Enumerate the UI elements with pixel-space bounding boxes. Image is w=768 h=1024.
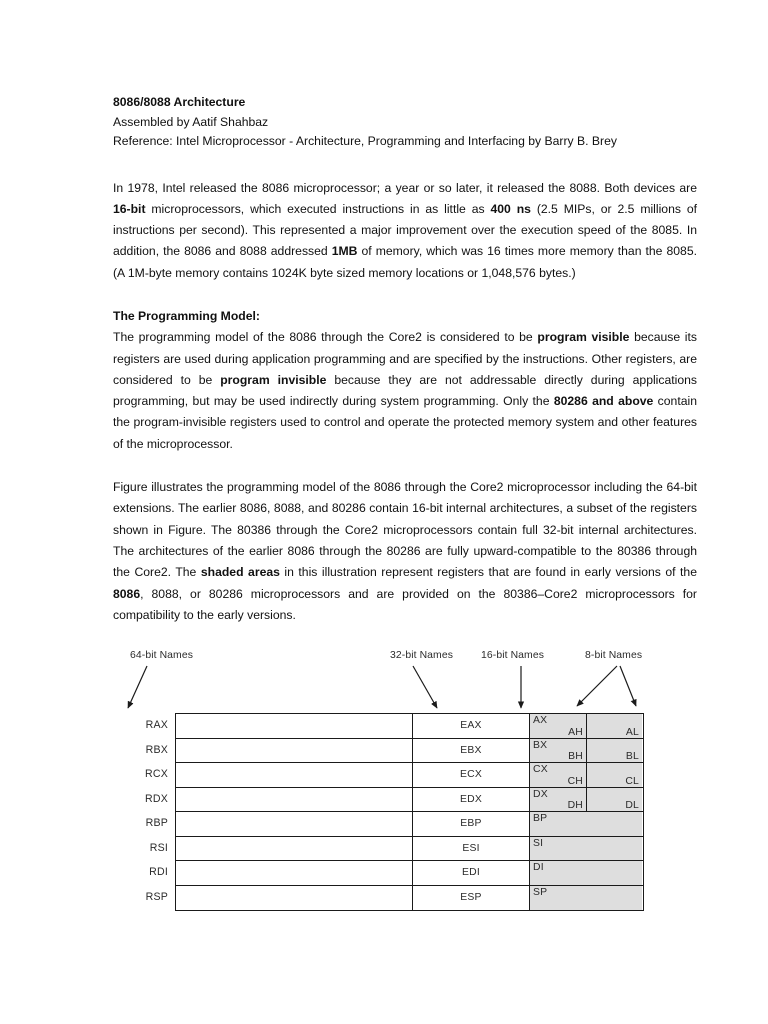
cell-64-rax bbox=[176, 714, 413, 738]
reg-name-ah: AH bbox=[568, 726, 583, 738]
reg-name-sp: SP bbox=[533, 886, 548, 898]
intro-text-3: (2.5 MIPs, or 2.5 millions of instructions per second). This represented a major improvement over the execution speed of the 8085. In addition, the 8086 and 8088 addressed bbox=[113, 201, 698, 259]
row-label-rdi: RDI bbox=[149, 866, 168, 878]
cell-32-ebp: EBP bbox=[413, 812, 530, 836]
intro-text-4: of memory, which was 16 times more memory than the 8085. (A 1M-byte memory contains 1024K byte sized memory locations or 1,048,576 bytes.) bbox=[113, 244, 697, 280]
cell-64-rbx bbox=[176, 739, 413, 763]
fd-bold-1: shaded areas bbox=[200, 565, 280, 580]
row-label-rdx: RDX bbox=[145, 792, 168, 805]
pm-bold-1: program visible bbox=[537, 330, 630, 345]
cell-16-ax bbox=[530, 714, 587, 738]
cell-64-rdx bbox=[176, 788, 413, 812]
label-32-bit-names: 32-bit Names bbox=[390, 650, 453, 661]
intro-bold-2: 400 ns bbox=[490, 201, 531, 216]
reg-name-cx: CX bbox=[533, 764, 548, 775]
register-row-rbx bbox=[176, 739, 643, 764]
arrow-32-bit bbox=[413, 666, 437, 708]
reg-name-al: AL bbox=[625, 726, 639, 738]
pm-text-2: because its registers are used during application programming and are specified by the instructions. Other registers, are considered to be bbox=[113, 330, 697, 387]
register-row-rbp bbox=[176, 812, 643, 837]
cell-64-rdi bbox=[176, 861, 413, 885]
cell-16-di bbox=[530, 861, 642, 885]
pm-text-4: contain the program-invisible registers used to control and operate the protected memory system and other features of the microprocessor. bbox=[113, 394, 697, 451]
cell-8-bl bbox=[587, 739, 642, 763]
intro-text-1: In 1978, Intel released the 8086 microprocessor; a year or so later, it released the 8088. Both devices are bbox=[113, 180, 697, 195]
intro-bold-3: 1MB bbox=[331, 244, 358, 259]
register-row-rsi bbox=[176, 837, 643, 862]
register-row-rax bbox=[176, 714, 643, 739]
paragraph-programming-model bbox=[113, 327, 697, 455]
reg-name-bl: BL bbox=[625, 751, 639, 762]
cell-32-esp: ESP bbox=[413, 886, 530, 911]
cell-16-si bbox=[530, 837, 642, 861]
fd-text-3: , 8088, or 80286 microprocessors and are provided on the 80386–Core2 microprocessors for compatibility to the early versions. bbox=[113, 586, 697, 622]
title-block bbox=[113, 93, 697, 152]
cell-64-rsp bbox=[176, 886, 413, 911]
document-content bbox=[113, 93, 697, 648]
reg-name-ch: CH bbox=[567, 775, 583, 787]
cell-32-ecx: ECX bbox=[413, 763, 530, 787]
arrow-8-bit-low bbox=[620, 666, 636, 706]
reg-name-bh: BH bbox=[568, 751, 583, 762]
cell-8-al bbox=[587, 714, 642, 738]
cell-8-dl bbox=[587, 788, 642, 812]
cell-32-edi: EDI bbox=[413, 861, 530, 885]
pm-text-1: The programming model of the 8086 through the Core2 is considered to be bbox=[113, 330, 538, 345]
byline: Assembled by Aatif Shahbaz bbox=[113, 114, 269, 129]
reg-name-dx: DX bbox=[533, 788, 548, 800]
paragraph-intro bbox=[113, 178, 697, 284]
label-8-bit-names: 8-bit Names bbox=[585, 650, 643, 661]
register-row-rdx bbox=[176, 788, 643, 813]
intro-text-2: microprocessors, which executed instructions in as little as bbox=[145, 201, 491, 216]
row-label-rsi: RSI bbox=[149, 841, 168, 854]
row-label-rax: RAX bbox=[145, 719, 168, 731]
register-table bbox=[175, 713, 644, 911]
register-row-rcx bbox=[176, 763, 643, 788]
row-label-rbx: RBX bbox=[145, 743, 168, 756]
fd-bold-2: 8086 bbox=[113, 586, 141, 601]
section-heading-programming-model: The Programming Model: bbox=[113, 308, 260, 323]
cell-16-bx bbox=[530, 739, 587, 763]
cell-32-eax: EAX bbox=[413, 714, 530, 738]
row-label-rcx: RCX bbox=[145, 768, 168, 780]
cell-32-esi: ESI bbox=[413, 837, 530, 861]
register-row-rdi bbox=[176, 861, 643, 886]
label-64-bit-names: 64-bit Names bbox=[130, 650, 193, 661]
reg-name-cl: CL bbox=[625, 775, 639, 787]
arrow-64-bit bbox=[128, 666, 147, 708]
reg-name-bx: BX bbox=[533, 739, 548, 751]
figure-register-programming-model bbox=[0, 648, 768, 938]
cell-64-rsi bbox=[176, 837, 413, 861]
paragraph-figure-description bbox=[113, 477, 697, 626]
cell-32-ebx: EBX bbox=[413, 739, 530, 763]
pm-bold-2: program invisible bbox=[220, 372, 327, 387]
fd-text-1: Figure illustrates the programming model of the 8086 through the Core2 microprocessor including the 64-bit extensions. The earlier 8086, 8088, and 80286 contain 16-bit internal architectures, a subset of the registers shown in Figure. The 80386 through the Core2 microprocessors contain full 32-bit internal architectures. The architectures of the earlier 8086 through the 80286 are fully upward-compatible to the 80386 through the Core2. The bbox=[113, 480, 697, 580]
reg-name-dl: DL bbox=[625, 800, 639, 811]
page-title: 8086/8088 Architecture bbox=[113, 95, 246, 109]
reg-name-ax: AX bbox=[533, 715, 548, 726]
row-label-rbp: RBP bbox=[145, 817, 168, 829]
reference-line: Reference: Intel Microprocessor - Architecture, Programming and Interfacing by Barry B. Brey bbox=[113, 134, 617, 148]
cell-64-rbp bbox=[176, 812, 413, 836]
intro-bold-1: 16-bit bbox=[113, 201, 146, 216]
cell-64-rcx bbox=[176, 763, 413, 787]
pm-bold-3: 80286 and above bbox=[553, 394, 654, 409]
label-16-bit-names: 16-bit Names bbox=[481, 650, 544, 661]
cell-8-cl bbox=[587, 763, 642, 787]
reg-name-si: SI bbox=[533, 837, 544, 849]
cell-16-dx bbox=[530, 788, 587, 812]
cell-16-sp bbox=[530, 886, 642, 911]
register-row-rsp bbox=[176, 886, 643, 911]
reg-name-dh: DH bbox=[567, 800, 583, 811]
cell-32-edx: EDX bbox=[413, 788, 530, 812]
fd-text-2: in this illustration represent registers that are found in early versions of the bbox=[279, 565, 697, 580]
register-row-labels bbox=[120, 713, 168, 909]
pm-text-3: because they are not addressable directly during applications programming, but may be used indirectly during system programming. Only the bbox=[113, 372, 697, 409]
reg-name-bp: BP bbox=[533, 813, 548, 824]
row-label-rsp: RSP bbox=[145, 890, 168, 903]
cell-16-bp bbox=[530, 812, 642, 836]
reg-name-di: DI bbox=[533, 862, 544, 873]
cell-16-cx bbox=[530, 763, 587, 787]
arrow-8-bit-high bbox=[577, 666, 617, 706]
